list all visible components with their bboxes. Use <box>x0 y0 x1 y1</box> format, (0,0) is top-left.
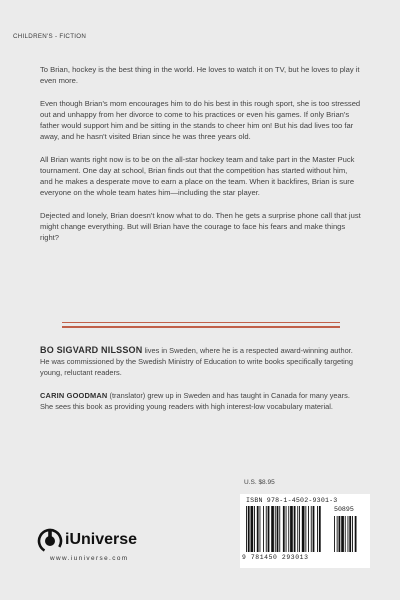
translator-bio-text: (translator) grew up in Sweden and has taught in Canada for many years. She sees this book as providing young readers with high interest-low vocabulary material. <box>40 391 350 411</box>
isbn-digits: 9 781450 293013 <box>242 554 309 561</box>
isbn-barcode <box>240 494 370 568</box>
price-add-on-code: 50895 <box>334 506 354 513</box>
author-bio-text: lives in Sweden, where he is a respected award-winning author. He was commissioned by the Swedish Ministry of Education to write books specifically targeting young, reluctant readers. <box>40 346 354 377</box>
blurb-paragraph-1: To Brian, hockey is the best thing in the world. He loves to watch it on TV, but he loves to play it even more. <box>40 65 360 85</box>
author-name: BO SIGVARD NILSSON <box>40 345 143 355</box>
translator-name: CARIN GOODMAN <box>40 391 108 400</box>
category-label: CHILDREN'S - FICTION <box>13 33 87 40</box>
blurb-paragraph-3: All Brian wants right now is to be on the all-star hockey team and take part in the Master Puck tournament. One day at school, Brian finds out that the competition has started without him, and he makes a desperate move to earn a place on the team. When it backfires, Brian is sure everyone on the whole team hates him—including the star player. <box>40 155 355 197</box>
publisher-brand: iUniverse <box>65 531 138 548</box>
blurb-paragraph-2: Even though Brian's mom encourages him to do his best in this rough sport, she is too stressed out and unhappy from her divorce to come to his practices or even his games. If only Brian's father would support him and be sitting in the stands to cheer him on! But his dad lives too far away, and he hasn't visited Brian since he was three years old. <box>40 99 361 141</box>
publisher-logo <box>37 528 177 568</box>
author-bio <box>40 345 360 378</box>
iuniverse-logo-icon <box>37 528 63 554</box>
book-description <box>40 64 362 255</box>
contributor-bios <box>40 345 360 424</box>
divider-line-bottom <box>62 326 340 328</box>
publisher-url: www.iuniverse.com <box>50 555 129 562</box>
divider-line-top <box>62 322 340 323</box>
barcode-bars <box>246 506 366 554</box>
isbn-label: ISBN 978-1-4502-9301-3 <box>246 497 338 504</box>
blurb-paragraph-4: Dejected and lonely, Brian doesn't know what to do. Then he gets a surprise phone call that just might change everything. But will Brian have the courage to face his fears and make things right? <box>40 211 361 242</box>
price-label: U.S. $8.95 <box>244 479 275 486</box>
translator-bio <box>40 390 360 412</box>
